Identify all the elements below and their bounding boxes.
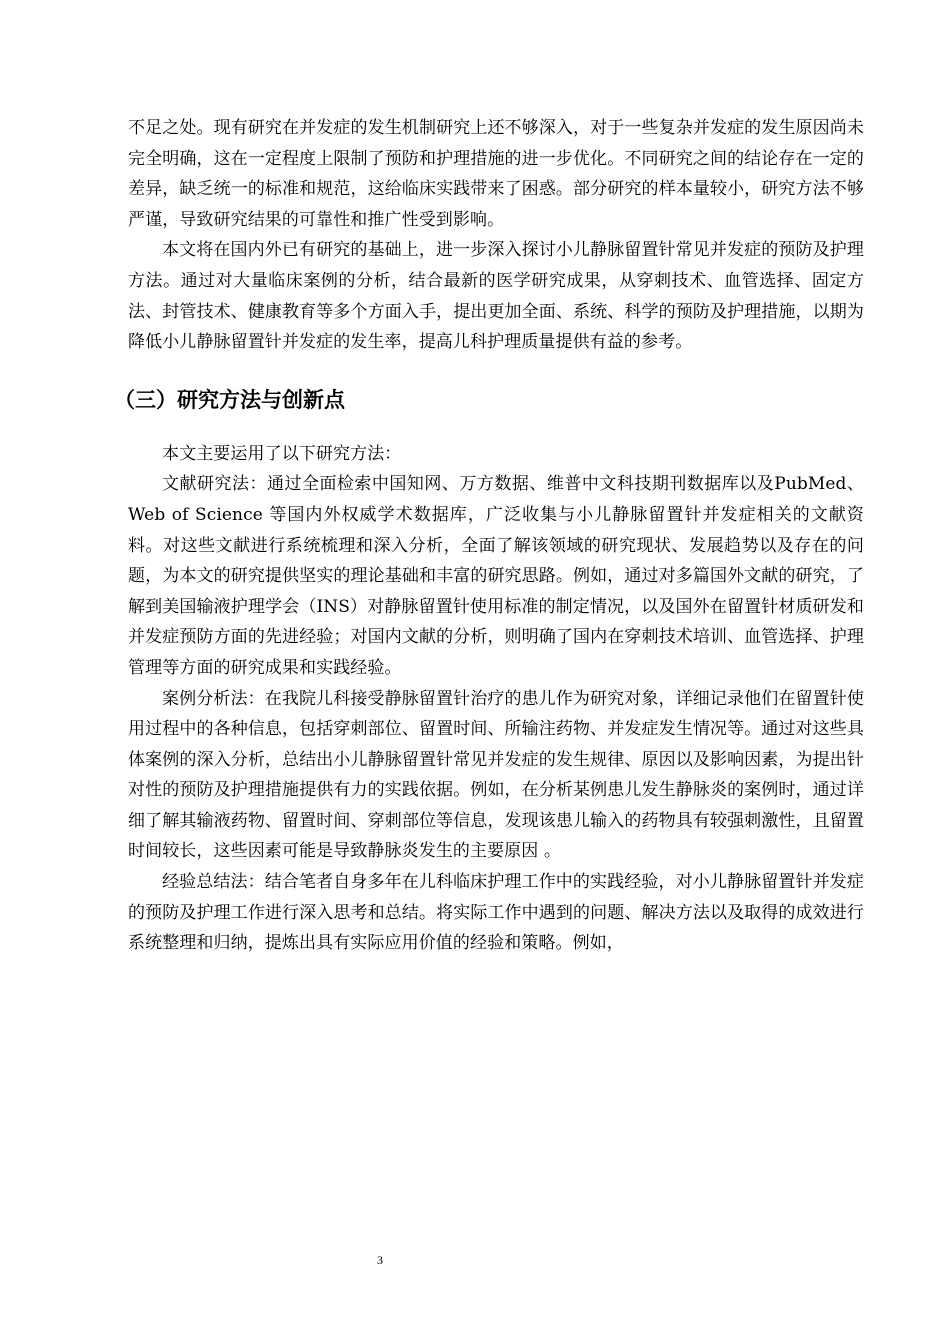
paragraph-methods-intro: 本文主要运用了以下研究方法： xyxy=(162,443,402,464)
paragraph-literature-method: 文献研究法：通过全面检索中国知网、万方数据、维普中文科技期刊数据库以及PubMed、Web of Science 等国内外权威学术数据库，广泛收集与小儿静脉留置针并发症相关的文献资料。对这些文献进行系统梳理和深入分析，全面了解该领域的研究现状、发展趋势以及存在的问题，为本文的研究提供坚实的理论基础和丰富的研究思路。例如，通过对多篇国外文献的研究，了解到美国输液护理学会（INS）对静脉留置针使用标准的制定情况，以及国外在留置针材质研发和并发症预防方面的先进经验；对国内文献的分析，则明确了国内在穿刺技术培训、血管选择、护理管理等方面的研究成果和实践经验。 xyxy=(128,474,864,678)
paragraph-case-analysis-method: 案例分析法：在我院儿科接受静脉留置针治疗的患儿作为研究对象，详细记录他们在留置针使用过程中的各种信息，包括穿刺部位、留置时间、所输注药物、并发症发生情况等。通过对这些具体案例的深入分析，总结出小儿静脉留置针常见并发症的发生规律、原因以及影响因素，为提出针对性的预防及护理措施提供有力的实践依据。例如，在分析某例患儿发生静脉炎的案例时，通过详细了解其输液药物、留置时间、穿刺部位等信息，发现该患儿输入的药物具有较强刺激性，且留置时间较长，这些因素可能是导致静脉炎发生的主要原因 。 xyxy=(128,688,864,862)
page-number: 3 xyxy=(377,1253,383,1267)
section-heading: （三）研究方法与创新点 xyxy=(114,387,345,412)
paragraph-research-aim: 本文将在国内外已有研究的基础上，进一步深入探讨小儿静脉留置针常见并发症的预防及护理方法。通过对大量临床案例的分析，结合最新的医学研究成果，从穿刺技术、血管选择、固定方法、封管技术、健康教育等多个方面入手，提出更加全面、系统、科学的预防及护理措施，以期为降低小儿静脉留置针并发症的发生率，提高儿科护理质量提供有益的参考。 xyxy=(128,240,864,353)
paragraph-experience-method: 经验总结法：结合笔者自身多年在儿科临床护理工作中的实践经验，对小儿静脉留置针并发症的预防及护理工作进行深入思考和总结。将实际工作中遇到的问题、解决方法以及取得的成效进行系统整理和归纳，提炼出具有实际应用价值的经验和策略。例如， xyxy=(128,872,864,954)
document-page xyxy=(114,113,864,959)
paragraph-continuation: 不足之处。现有研究在并发症的发生机制研究上还不够深入，对于一些复杂并发症的发生原因尚未完全明确，这在一定程度上限制了预防和护理措施的进一步优化。不同研究之间的结论存在一定的差异，缺乏统一的标准和规范，这给临床实践带来了困惑。部分研究的样本量较小，研究方法不够严谨，导致研究结果的可靠性和推广性受到影响。 xyxy=(128,118,864,230)
